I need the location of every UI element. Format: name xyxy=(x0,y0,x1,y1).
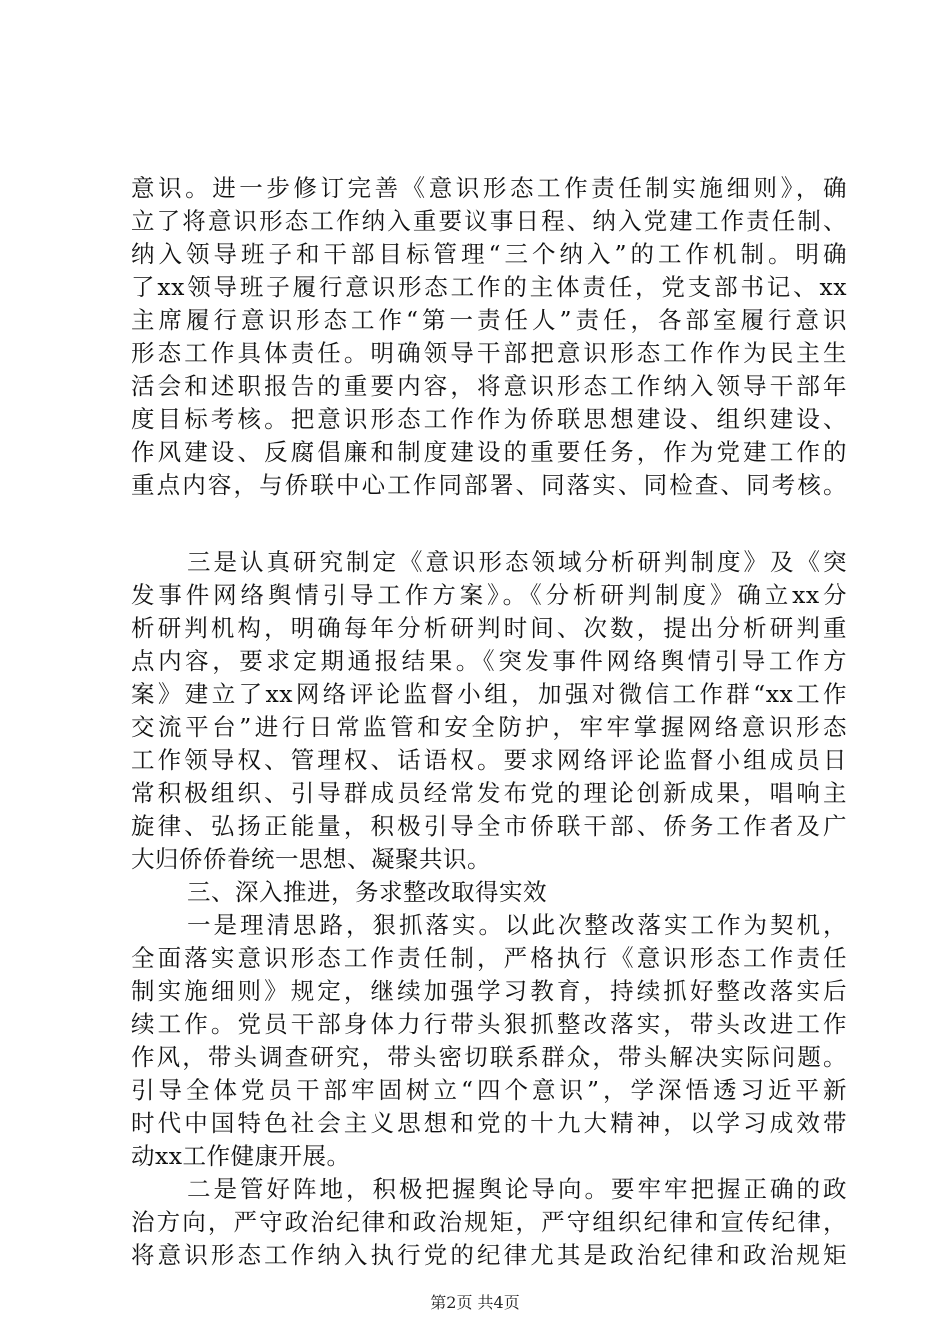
text-line: 纳入领导班子和干部目标管理“三个纳入”的工作机制。明确 xyxy=(131,240,847,268)
text-line: 重点内容，与侨联中心工作同部署、同落实、同检查、同考核。 xyxy=(131,471,847,499)
text-line: 作风，带头调查研究，带头密切联系群众，带头解决实际问题。 xyxy=(131,1043,847,1071)
text-line: 工作领导权、管理权、话语权。要求网络评论监督小组成员日 xyxy=(131,746,847,774)
text-line: 将意识形态工作纳入执行党的纪律尤其是政治纪律和政治规矩 xyxy=(131,1241,847,1269)
text-line: 旋律、弘扬正能量，积极引导全市侨联干部、侨务工作者及广 xyxy=(131,812,847,840)
document-body xyxy=(131,172,847,1272)
text-line: 案》建立了xx网络评论监督小组，加强对微信工作群“xx工作 xyxy=(131,680,847,708)
text-line: 析研判机构，明确每年分析研判时间、次数，提出分析研判重 xyxy=(131,614,847,642)
text-line: 度目标考核。把意识形态工作作为侨联思想建设、组织建设、 xyxy=(131,405,847,433)
text-line: 时代中国特色社会主义思想和党的十九大精神，以学习成效带 xyxy=(131,1109,847,1137)
text-line: 活会和述职报告的重要内容，将意识形态工作纳入领导干部年 xyxy=(131,372,847,400)
text-line: 全面落实意识形态工作责任制，严格执行《意识形态工作责任 xyxy=(131,944,847,972)
text-line: 交流平台”进行日常监管和安全防护，牢牢掌握网络意识形态 xyxy=(131,713,847,741)
page-footer: 第2页 共4页 xyxy=(430,1293,520,1312)
section-heading: 三、深入推进，务求整改取得实效 xyxy=(187,878,547,906)
text-line: 动xx工作健康开展。 xyxy=(131,1142,351,1170)
paragraph-4 xyxy=(131,1173,847,1272)
paragraph-1 xyxy=(131,172,847,502)
paragraph-2 xyxy=(131,546,847,876)
text-line: 形态工作具体责任。明确领导干部把意识形态工作作为民主生 xyxy=(131,339,847,367)
text-line: 常积极组织、引导群成员经常发布党的理论创新成果，唱响主 xyxy=(131,779,847,807)
paragraph-gap xyxy=(131,502,847,546)
text-line: 发事件网络舆情引导工作方案》。《分析研判制度》确立xx分 xyxy=(131,581,847,609)
text-line: 三是认真研究制定《意识形态领域分析研判制度》及《突 xyxy=(187,548,847,576)
text-line: 点内容，要求定期通报结果。《突发事件网络舆情引导工作方 xyxy=(131,647,847,675)
text-line: 立了将意识形态工作纳入重要议事日程、纳入党建工作责任制、 xyxy=(131,207,847,235)
text-line: 作风建设、反腐倡廉和制度建设的重要任务，作为党建工作的 xyxy=(131,438,847,466)
text-line: 续工作。党员干部身体力行带头狠抓整改落实，带头改进工作 xyxy=(131,1010,847,1038)
paragraph-3 xyxy=(131,909,847,1173)
text-line: 主席履行意识形态工作“第一责任人”责任，各部室履行意识 xyxy=(131,306,847,334)
text-line: 治方向，严守政治纪律和政治规矩，严守组织纪律和宣传纪律， xyxy=(131,1208,847,1236)
text-line: 二是管好阵地，积极把握舆论导向。要牢牢把握正确的政 xyxy=(187,1175,847,1203)
text-line: 一是理清思路，狠抓落实。以此次整改落实工作为契机， xyxy=(187,911,847,939)
text-line: 了xx领导班子履行意识形态工作的主体责任，党支部书记、xx xyxy=(131,273,847,301)
text-line: 大归侨侨眷统一思想、凝聚共识。 xyxy=(131,845,491,873)
text-line: 意识。进一步修订完善《意识形态工作责任制实施细则》，确 xyxy=(131,174,847,202)
text-line: 制实施细则》规定，继续加强学习教育，持续抓好整改落实后 xyxy=(131,977,847,1005)
text-line: 引导全体党员干部牢固树立“四个意识”，学深悟透习近平新 xyxy=(131,1076,847,1104)
